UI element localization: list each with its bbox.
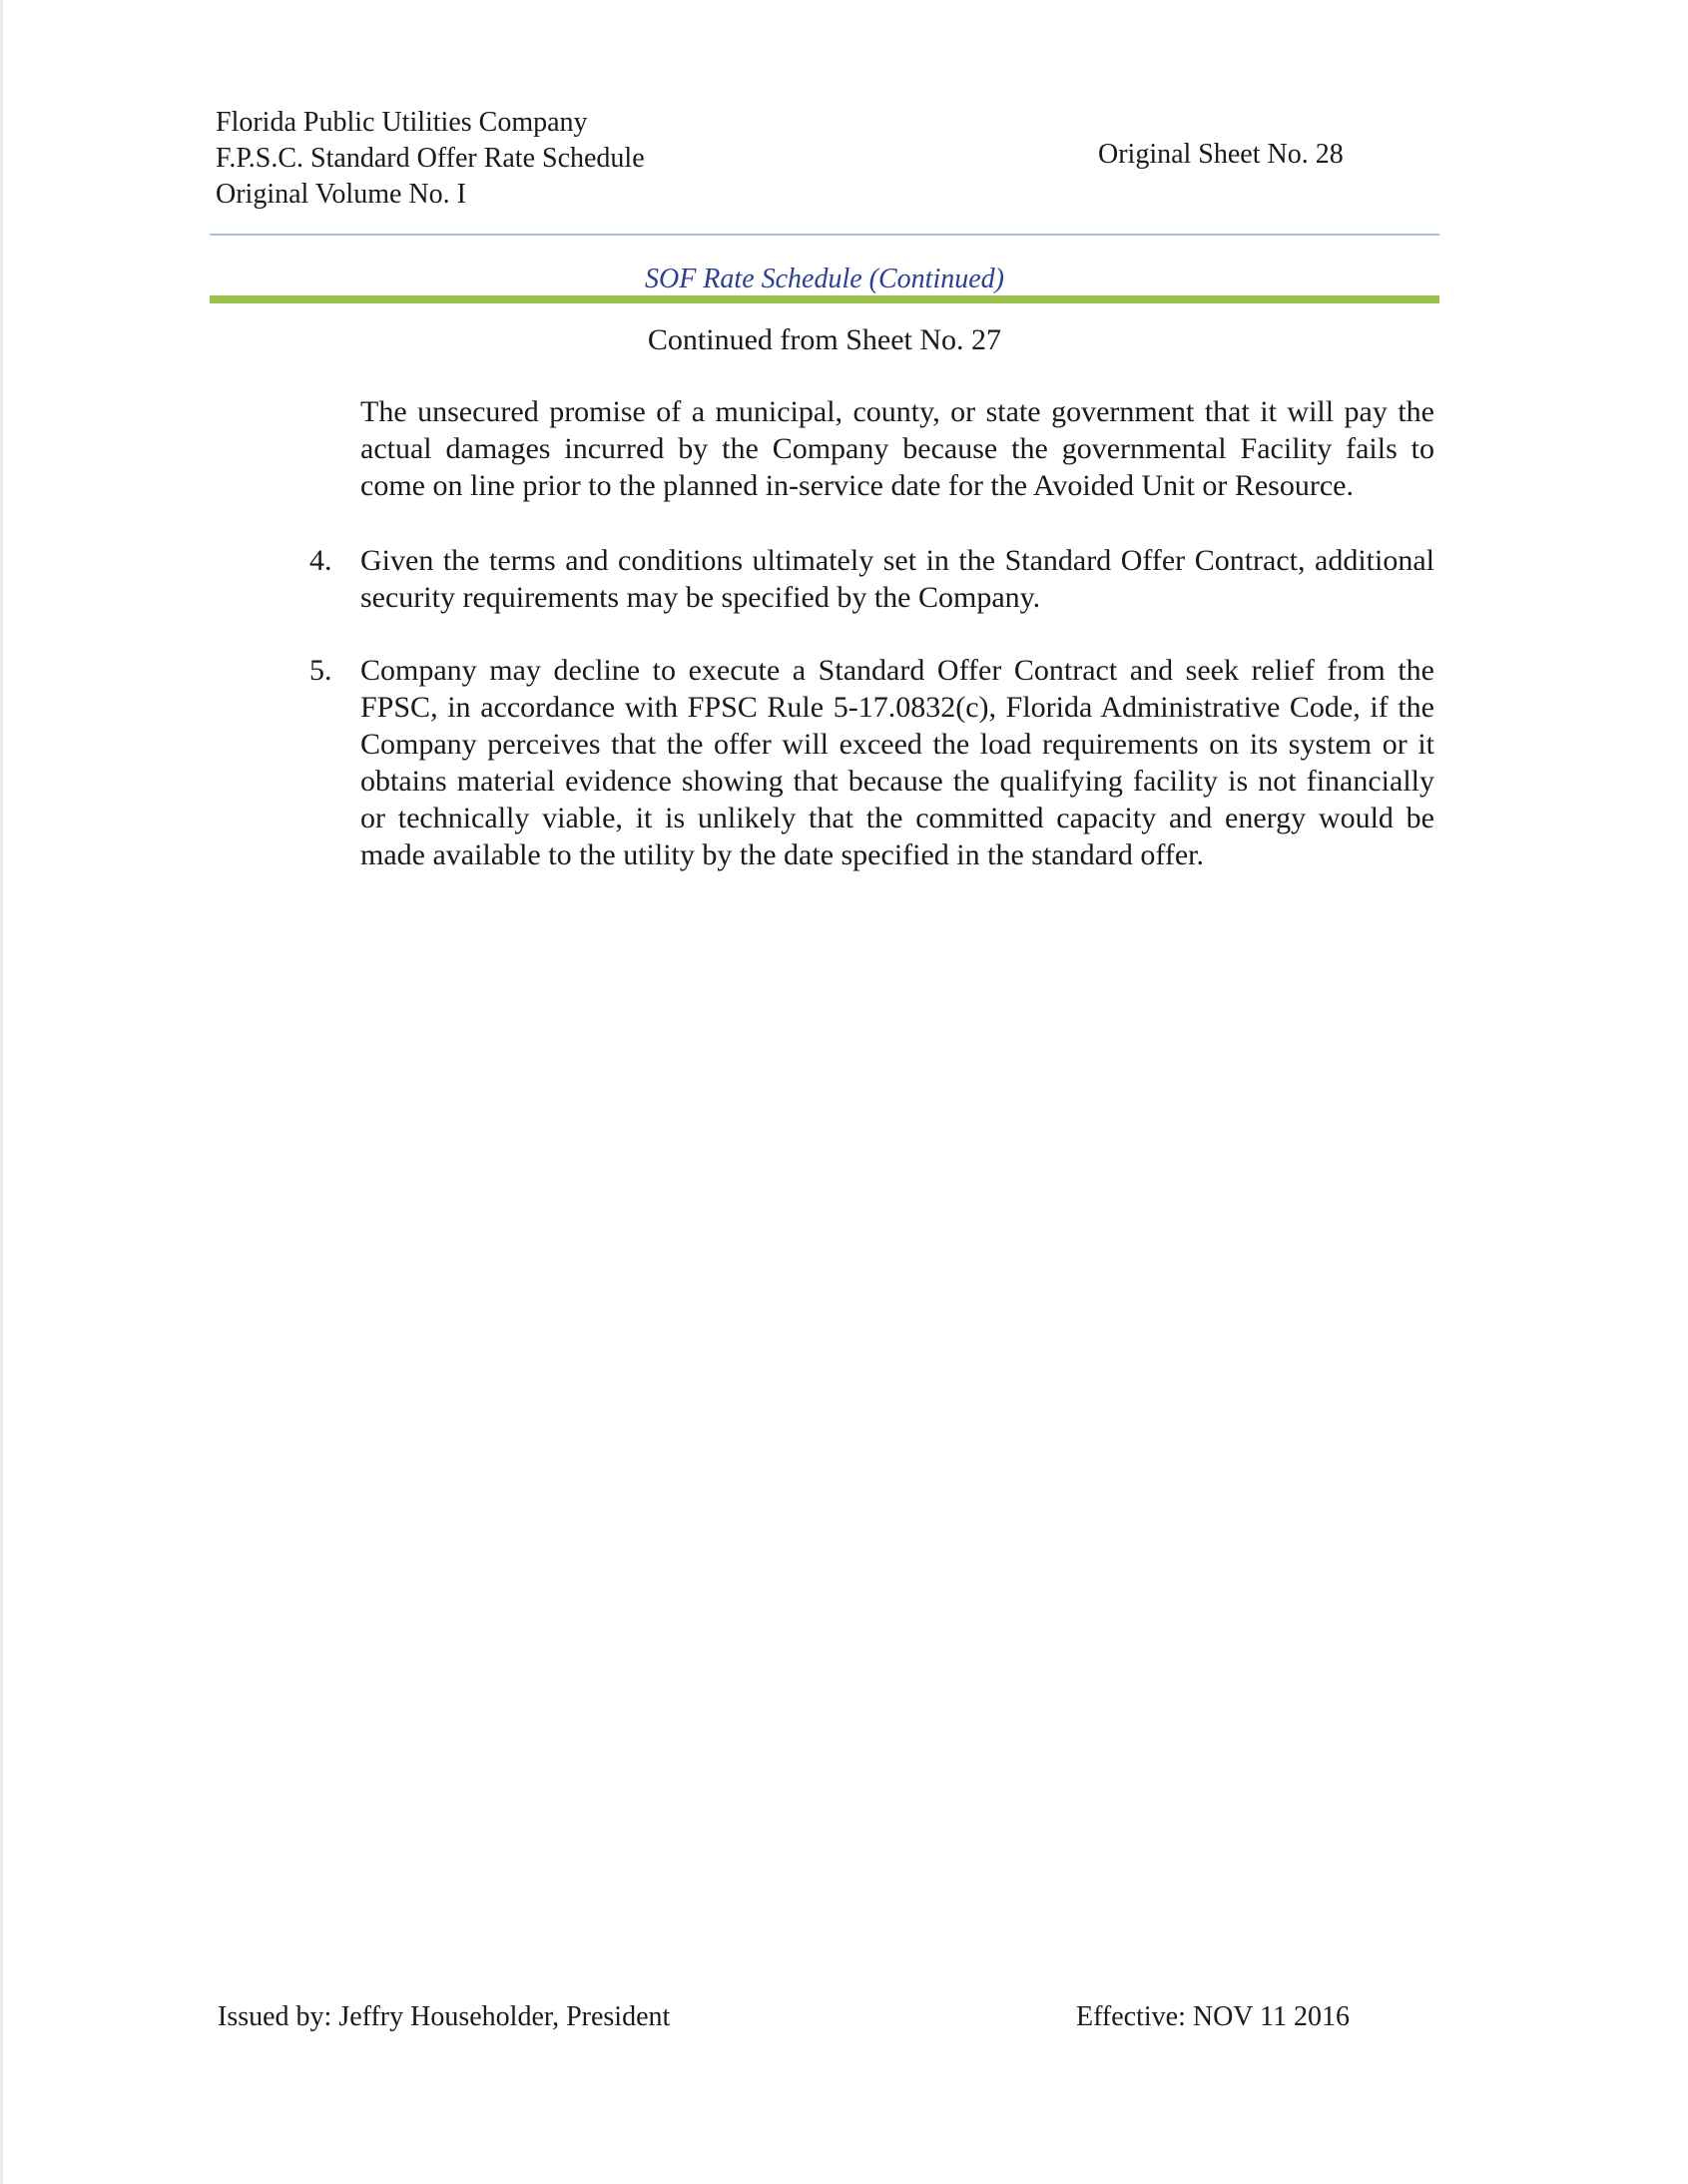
section-divider (210, 295, 1439, 303)
effective-date: Effective: NOV 11 2016 (1076, 2001, 1350, 2032)
volume-label: Original Volume No. I (216, 179, 466, 210)
header-divider (210, 234, 1439, 236)
list-item-text: Company may decline to execute a Standard Offer Contract and seek relief from the FPSC, in accordance with FPSC Rule 5-17.0832(c), Florida Administrative Code, if the Company perceives that the offer will exceed the load requirements on its system or it obtains material evidence showing that because the qualifying facility is not financially or technically viable, it is unlikely that the committed capacity and energy would be made available to the utility by the date specified in the standard offer. (360, 654, 1434, 871)
list-item-number: 5. (309, 654, 332, 687)
continued-from-note: Continued from Sheet No. 27 (647, 323, 1002, 356)
rate-schedule-name: F.P.S.C. Standard Offer Rate Schedule (216, 143, 645, 174)
body-paragraph: The unsecured promise of a municipal, county, or state government that it will pay the actual damages incurred by the Company because the governmental Facility fails to come on line prior to the planned in-service date for the Avoided Unit or Resource. (360, 395, 1434, 502)
sheet-number: Original Sheet No. 28 (1098, 139, 1344, 170)
document-header (216, 105, 645, 213)
list-item-number: 4. (309, 544, 332, 577)
issued-by: Issued by: Jeffry Householder, President (218, 2001, 671, 2032)
section-title: SOF Rate Schedule (Continued) (644, 264, 1004, 294)
list-item-text: Given the terms and conditions ultimately set in the Standard Offer Contract, additional security requirements may be specified by the Company. (360, 544, 1434, 614)
company-name: Florida Public Utilities Company (216, 107, 588, 138)
